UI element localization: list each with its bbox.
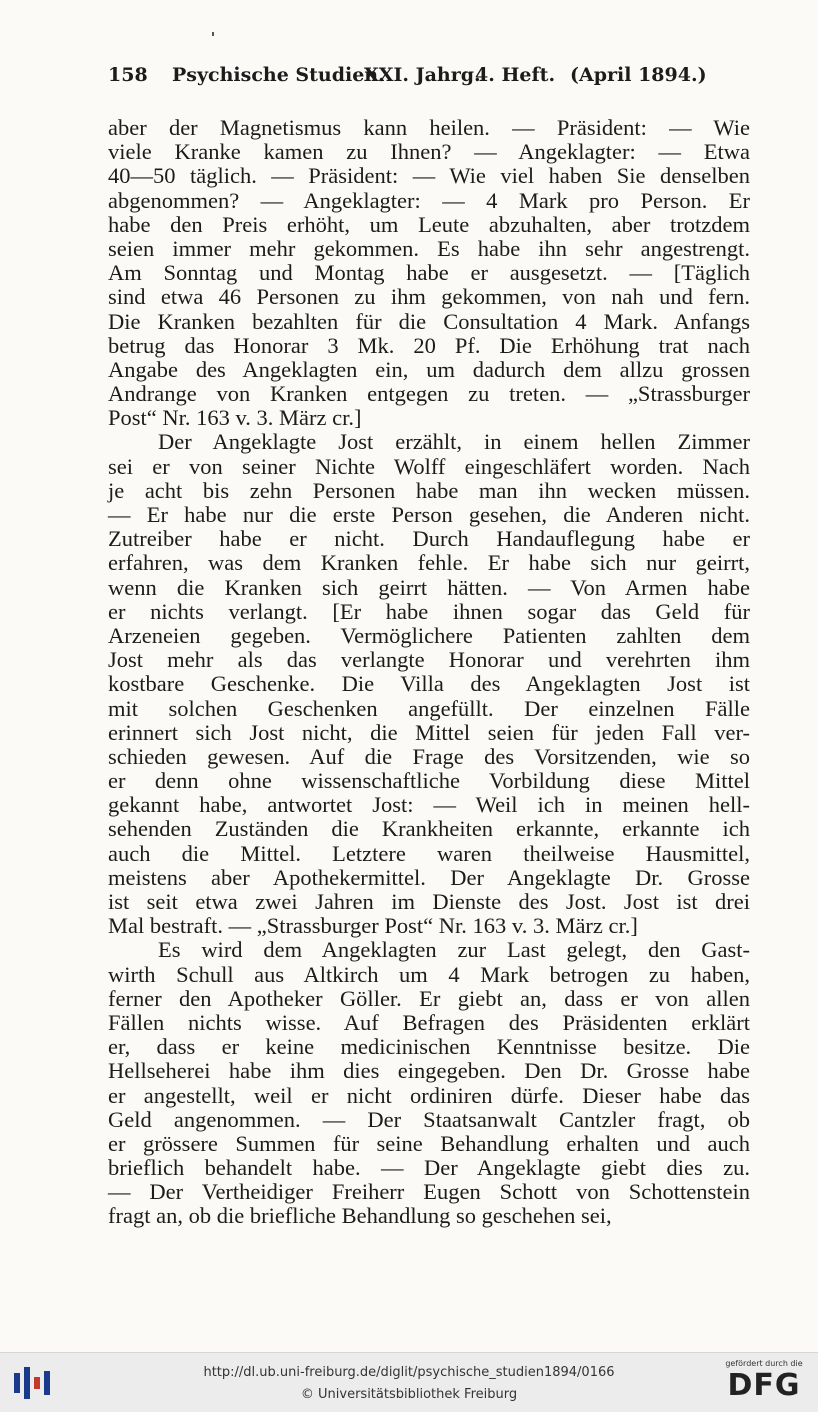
text-line: sei er von seiner Nichte Wolff eingeschläfert worden. Nach [108,453,750,479]
copyright-notice: © Universitätsbibliothek Freiburg [300,1387,518,1402]
text-line: 40—50 täglich. — Präsident: — Wie viel haben Sie denselben [108,163,750,189]
text-line: ferner den Apotheker Göller. Er giebt an, dass er von allen [108,985,750,1011]
text-line: Post“ Nr. 163 v. 3. März cr.] [108,405,362,431]
text-line: er grössere Summen für seine Behandlung erhalten und auch [108,1130,750,1156]
body-text [108,116,750,1229]
text-line: viele Kranke kamen zu Ihnen? — Angeklagter: — Etwa [108,139,750,165]
journal-title: Psychische Studien. [172,64,385,86]
text-line: seien immer mehr gekommen. Es habe ihn sehr angestrengt. [108,235,750,261]
running-header [110,64,750,90]
volume-label: XXI. Jahrg. [364,64,481,86]
viewer-footer [0,1352,818,1412]
text-line: — Der Vertheidiger Freiherr Eugen Schott von Schottenstein [108,1179,750,1205]
text-line: erfahren, was dem Kranken fehle. Er habe sich nur geirrt, [108,550,750,576]
text-line: Der Angeklagte Jost erzählt, in einem hellen Zimmer [158,429,750,455]
text-line: brieflich behandelt habe. — Der Angeklagte giebt dies zu. [108,1155,750,1181]
text-line: ist seit etwa zwei Jahren im Dienste des Jost. Jost ist drei [108,889,750,914]
text-line: wenn die Kranken sich geirrt hätten. — Von Armen habe [108,574,750,600]
issue-label: 4. Heft. [475,64,556,86]
text-line: er nichts verlangt. [Er habe ihnen sogar das Geld für [108,598,750,624]
text-line: wirth Schull aus Altkirch um 4 Mark betrogen zu haben, [108,961,750,987]
text-line: mit solchen Geschenken angefüllt. Der einzelnen Fälle [108,695,750,721]
text-line: auch die Mittel. Letztere waren theilweise Hausmittel, [108,840,750,866]
text-line: — Er habe nur die erste Person gesehen, die Anderen nicht. [108,502,750,527]
text-line: Es wird dem Angeklagten zur Last gelegt, den Gast- [158,937,750,963]
text-line: betrug das Honorar 3 Mk. 20 Pf. Die Erhöhung trat nach [108,332,750,358]
text-line: schieden gewesen. Auf die Frage des Vorsitzenden, wie so [108,743,750,769]
text-line: erinnert sich Jost nicht, die Mittel seien für jeden Fall ver- [108,719,750,745]
text-line: Jost mehr als das verlangte Honorar und verehrten ihm [108,647,750,673]
text-line: Fällen nichts wisse. Auf Befragen des Präsidenten erklärt [108,1009,750,1035]
text-line: sehenden Zuständen die Krankheiten erkannte, erkannte ich [108,816,750,842]
text-line: Mal bestraft. — „Strassburger Post“ Nr. 163 v. 3. März cr.] [108,913,638,939]
page-number: 158 [108,64,148,86]
text-line: er denn ohne wissenschaftliche Vorbildung diese Mittel [108,768,750,794]
text-line: Angabe des Angeklagten ein, um dadurch dem allzu grossen [108,356,750,382]
dfg-caption: gefördert durch die [725,1359,803,1368]
text-line: je acht bis zehn Personen habe man ihn wecken müssen. [108,477,750,503]
text-line: gekannt habe, antwortet Jost: — Weil ich in meinen hell- [108,792,750,818]
text-line: meistens aber Apothekermittel. Der Angeklagte Dr. Grosse [108,864,750,890]
text-line: Zutreiber habe er nicht. Durch Handauflegung habe er [108,526,750,552]
text-line: abgenommen? — Angeklagter: — 4 Mark pro Person. Er [108,187,750,213]
text-line: Geld angenommen. — Der Staatsanwalt Cantzler fragt, ob [108,1106,750,1132]
text-line: aber der Magnetismus kann heilen. — Präsident: — Wie [108,115,750,140]
issue-date: (April 1894.) [570,64,707,86]
text-line: Arzeneien gegeben. Vermöglichere Patienten zahlten dem [108,622,750,648]
text-line: fragt an, ob die briefliche Behandlung so geschehen sei, [108,1203,612,1229]
text-line: Am Sonntag und Montag habe er ausgesetzt. — [Täglich [108,260,750,286]
document-url-link[interactable]: http://dl.ub.uni-freiburg.de/diglit/psychische_studien1894/0166 [203,1365,615,1380]
text-line: sind etwa 46 Personen zu ihm gekommen, von nah und fern. [108,284,750,310]
text-line: kostbare Geschenke. Die Villa des Angeklagten Jost ist [108,671,750,697]
scan-mark [212,32,214,36]
text-line: habe den Preis erhöht, um Leute abzuhalten, aber trotzdem [108,211,750,237]
text-line: er angestellt, weil er nicht ordiniren dürfe. Dieser habe das [108,1082,750,1108]
dfg-sponsor [720,1359,808,1407]
dfg-logo: DFG [727,1368,801,1403]
text-line: Die Kranken bezahlten für die Consultation 4 Mark. Anfangs [108,308,750,334]
text-line: Andrange von Kranken entgegen zu treten. — „Strassburger [108,381,750,407]
text-line: Hellseherei habe ihm dies eingegeben. Den Dr. Grosse habe [108,1058,750,1084]
text-line: er, dass er keine medicinischen Kenntnisse besitze. Die [108,1034,750,1060]
